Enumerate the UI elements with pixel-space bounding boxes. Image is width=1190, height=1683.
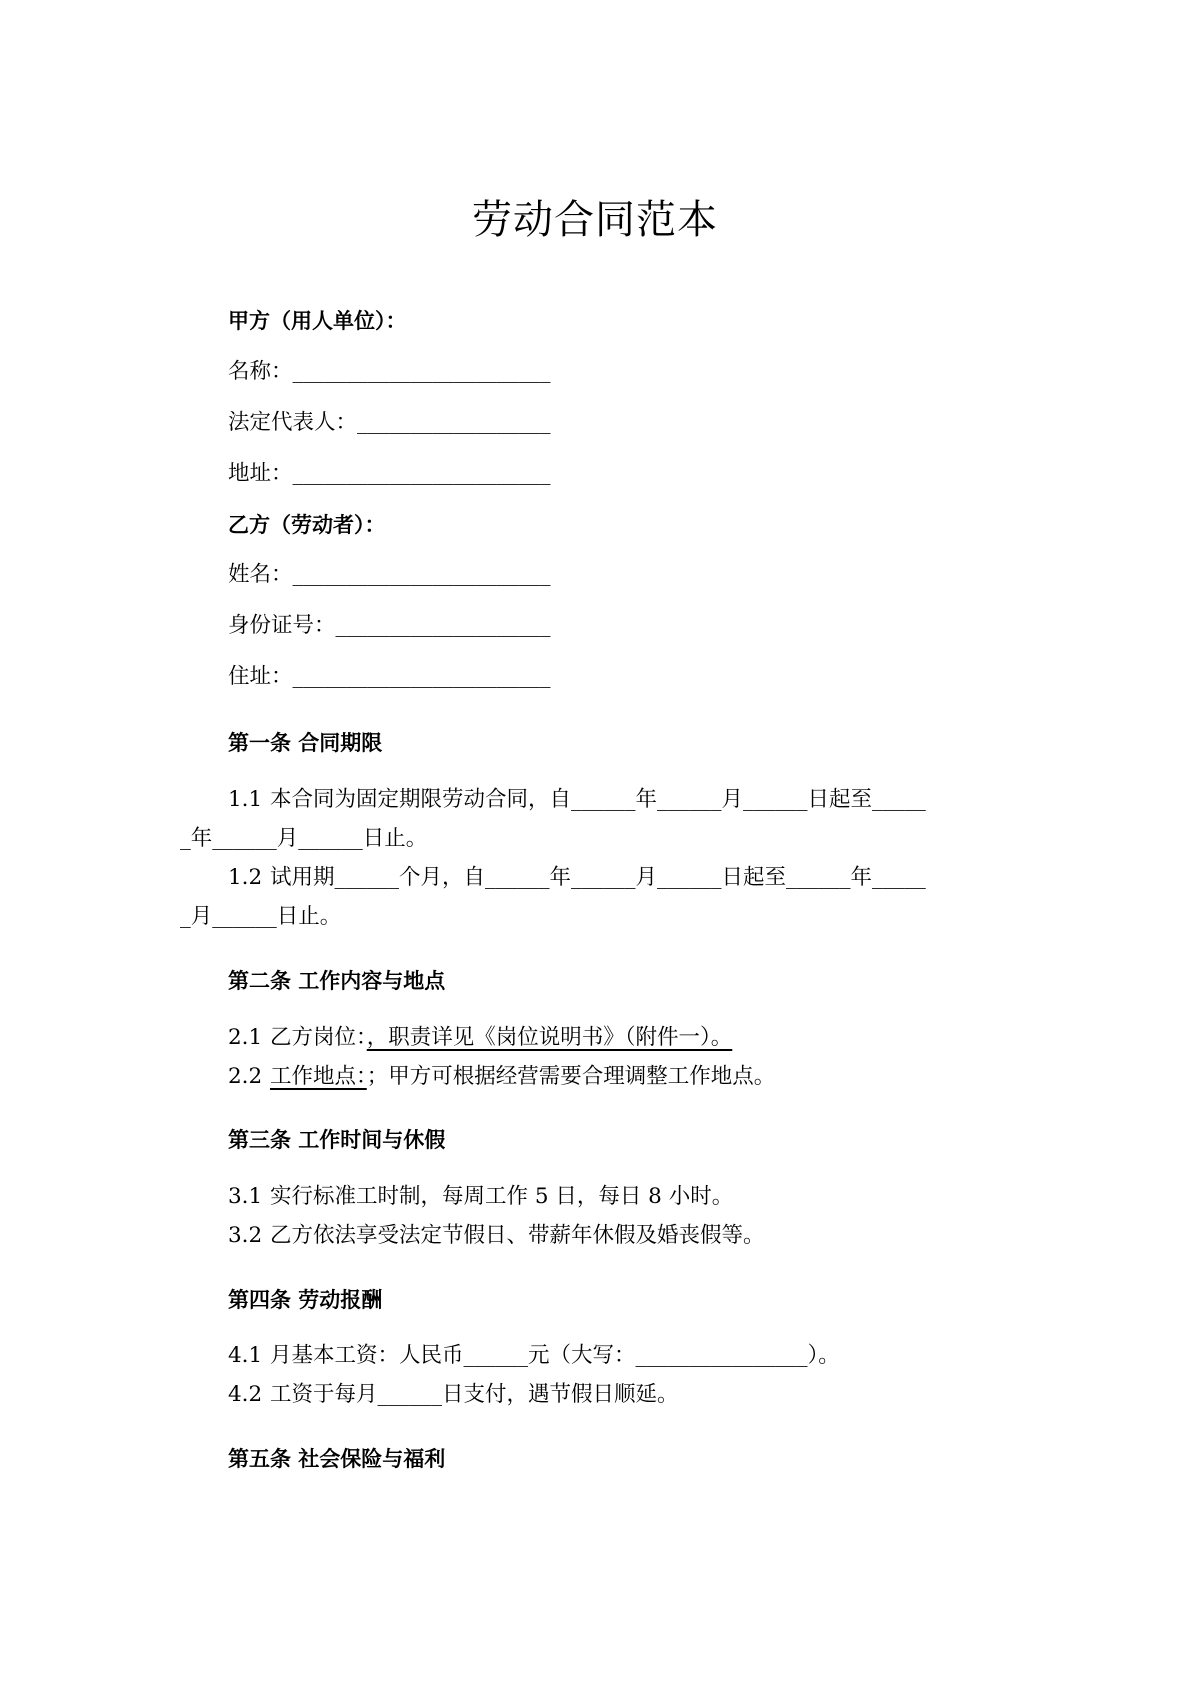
clause-1-1 — [228, 785, 926, 815]
party-b-name-field: 姓名：________________________ — [228, 562, 551, 587]
clause-text: 月基本工资：人民币______元（大写：________________）。 — [270, 1343, 840, 1368]
clause-1-1-continued: _年______月______日止。 — [180, 826, 428, 851]
article-2-heading: 第二条 工作内容与地点 — [228, 969, 446, 993]
clause-4-2 — [228, 1380, 679, 1410]
clause-number: 2.1 — [228, 1025, 263, 1050]
article-1-heading: 第一条 合同期限 — [228, 731, 383, 755]
party-b-id-field: 身份证号：____________________ — [228, 613, 551, 638]
clause-number: 1.2 — [228, 865, 263, 890]
clause-4-1 — [228, 1341, 840, 1371]
clause-number: 1.1 — [228, 787, 263, 812]
clause-underlined-text: 工作地点： — [270, 1064, 367, 1089]
party-b-heading: 乙方（劳动者）： — [228, 513, 386, 537]
article-4-heading: 第四条 劳动报酬 — [228, 1288, 383, 1312]
article-5-heading: 第五条 社会保险与福利 — [228, 1447, 446, 1471]
clause-text: 本合同为固定期限劳动合同，自______年______月______日起至_____ — [270, 787, 926, 812]
clause-text: 试用期______个月，自______年______月______日起至______年_____ — [270, 865, 926, 890]
clause-prefix: 乙方岗位： — [270, 1025, 367, 1050]
party-b-residence-field: 住址：________________________ — [228, 664, 551, 689]
party-a-name-field: 名称：________________________ — [228, 359, 551, 384]
document-title: 劳动合同范本 — [472, 197, 718, 243]
clause-2-2 — [228, 1062, 775, 1092]
party-a-representative-field: 法定代表人：__________________ — [228, 410, 551, 435]
clause-1-2-continued: _月______日止。 — [180, 904, 342, 929]
clause-suffix: ；甲方可根据经营需要合理调整工作地点。 — [366, 1064, 776, 1089]
clause-number: 3.1 — [228, 1184, 263, 1209]
clause-3-1 — [228, 1182, 733, 1212]
party-a-address-field: 地址：________________________ — [228, 461, 551, 486]
clause-text: 乙方依法享受法定节假日、带薪年休假及婚丧假等。 — [270, 1223, 765, 1248]
article-3-heading: 第三条 工作时间与休假 — [228, 1128, 446, 1152]
clause-number: 2.2 — [228, 1064, 263, 1089]
clause-3-2 — [228, 1221, 765, 1251]
clause-number: 4.2 — [228, 1382, 263, 1407]
clause-2-1 — [228, 1023, 732, 1053]
party-a-heading: 甲方（用人单位）： — [228, 309, 407, 333]
clause-text: 实行标准工时制，每周工作 5 日，每日 8 小时。 — [270, 1184, 734, 1209]
clause-number: 3.2 — [228, 1223, 263, 1248]
clause-underlined-text: ，职责详见《岗位说明书》（附件一）。 — [366, 1025, 733, 1050]
clause-1-2 — [228, 863, 926, 893]
clause-number: 4.1 — [228, 1343, 263, 1368]
clause-text: 工资于每月______日支付，遇节假日顺延。 — [270, 1382, 679, 1407]
